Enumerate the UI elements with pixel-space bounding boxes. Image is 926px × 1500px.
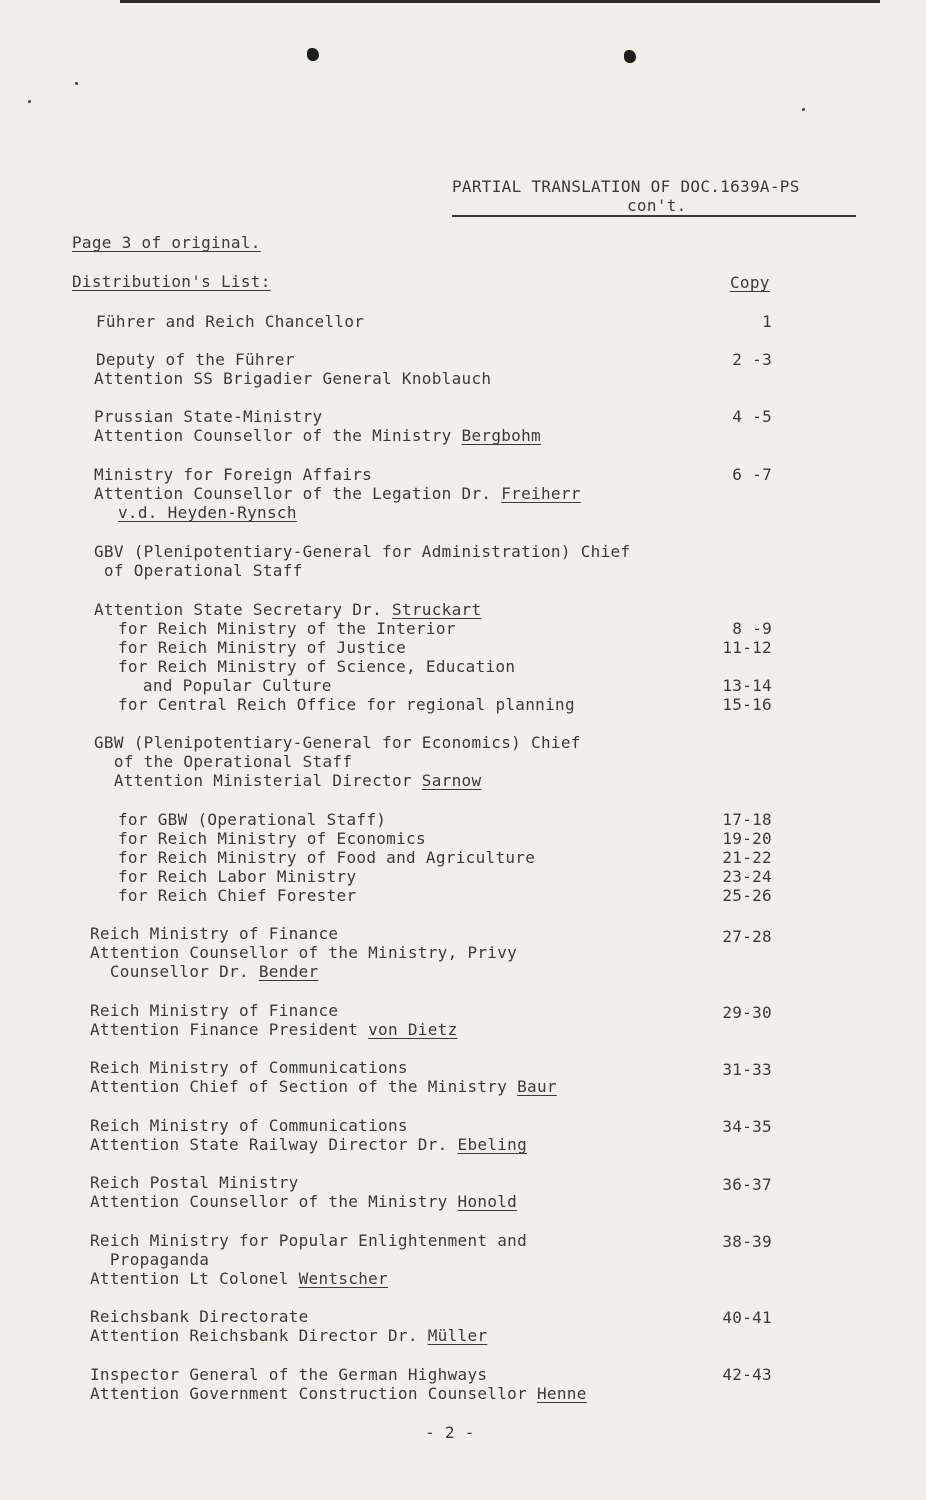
copy-number: 40-41 bbox=[722, 1308, 772, 1327]
copy-number: 13-14 bbox=[722, 676, 772, 695]
entry-line: for Reich Ministry of Justice bbox=[118, 638, 407, 657]
speck-mark bbox=[802, 108, 805, 111]
entry-line: Attention Ministerial Director Sarnow bbox=[94, 771, 482, 790]
punch-hole-right-icon bbox=[624, 50, 636, 63]
entry-line: Attention Counsellor of the Ministry Bergbohm bbox=[94, 426, 541, 445]
entry-line: for Reich Ministry of the Interior bbox=[118, 619, 456, 638]
attention-name: v.d. Heyden-Rynsch bbox=[118, 503, 297, 522]
entry-line: Reich Postal Ministry bbox=[90, 1173, 299, 1192]
entry-line: Prussian State-Ministry bbox=[94, 407, 323, 426]
entry-line: GBW (Plenipotentiary-General for Economics) Chief bbox=[94, 733, 581, 752]
entry-line: of Operational Staff bbox=[94, 561, 303, 580]
attention-name: von Dietz bbox=[368, 1020, 458, 1039]
speck-mark bbox=[28, 100, 31, 103]
entry-line: Attention Counsellor of the Legation Dr. Freiherr bbox=[94, 484, 581, 503]
entry-line: for Reich Labor Ministry bbox=[118, 867, 357, 886]
header-title: PARTIAL TRANSLATION OF DOC.1639A-PS bbox=[452, 177, 800, 196]
entry-line: Reich Ministry of Finance bbox=[90, 924, 339, 943]
entry-line: Deputy of the Führer bbox=[96, 350, 295, 369]
entry-line: for Reich Ministry of Economics bbox=[118, 829, 426, 848]
entry-line: for Reich Ministry of Food and Agriculture bbox=[118, 848, 536, 867]
entry-line: for Reich Ministry of Science, Education bbox=[118, 657, 516, 676]
distribution-list-heading: Distribution's List: bbox=[72, 272, 271, 291]
attention-name: Bergbohm bbox=[461, 426, 541, 445]
entry-line: and Popular Culture bbox=[133, 676, 332, 695]
entry-line: Führer and Reich Chancellor bbox=[96, 312, 365, 331]
copy-number: 38-39 bbox=[722, 1232, 772, 1251]
copy-number: 6 -7 bbox=[732, 465, 772, 484]
entry-line: for Reich Chief Forester bbox=[118, 886, 357, 905]
header-underline bbox=[452, 215, 856, 217]
attention-name: Freiherr bbox=[501, 484, 581, 503]
top-edge-line bbox=[120, 0, 880, 3]
entry-line: Reich Ministry of Finance bbox=[90, 1001, 339, 1020]
entry-line: Attention Lt Colonel Wentscher bbox=[90, 1269, 388, 1288]
page-reference: Page 3 of original. bbox=[72, 233, 261, 252]
copy-number: 2 -3 bbox=[732, 350, 772, 369]
copy-number: 1 bbox=[762, 312, 772, 331]
attention-name: Müller bbox=[427, 1326, 488, 1345]
entry-line: Attention Reichsbank Director Dr. Müller bbox=[90, 1326, 488, 1345]
copy-number: 15-16 bbox=[722, 695, 772, 714]
copy-number: 25-26 bbox=[722, 886, 772, 905]
copy-number: 4 -5 bbox=[732, 407, 772, 426]
attention-name: Henne bbox=[536, 1384, 587, 1403]
entry-line: Propaganda bbox=[90, 1250, 210, 1269]
attention-name: Ebeling bbox=[457, 1135, 528, 1154]
entry-line: Inspector General of the German Highways bbox=[90, 1365, 488, 1384]
speck-mark bbox=[75, 82, 78, 85]
entry-line: Reichsbank Directorate bbox=[90, 1307, 309, 1326]
entry-line: Reich Ministry for Popular Enlightenment and bbox=[90, 1231, 528, 1250]
punch-hole-left-icon bbox=[307, 48, 319, 61]
entry-line: Attention Chief of Section of the Ministry Baur bbox=[90, 1077, 557, 1096]
entry-line: for GBW (Operational Staff) bbox=[118, 810, 387, 829]
copy-number: 36-37 bbox=[722, 1175, 772, 1194]
copy-number: 42-43 bbox=[722, 1365, 772, 1384]
entry-line: Attention State Secretary Dr. Struckart bbox=[94, 600, 482, 619]
attention-name: Wentscher bbox=[298, 1269, 388, 1288]
entry-line: for Central Reich Office for regional planning bbox=[118, 695, 575, 714]
entry-line: of the Operational Staff bbox=[94, 752, 353, 771]
copy-number: 8 -9 bbox=[732, 619, 772, 638]
copy-number: 17-18 bbox=[722, 810, 772, 829]
header-subtitle: con't. bbox=[627, 196, 687, 215]
entry-line: Attention Finance President von Dietz bbox=[90, 1020, 458, 1039]
copy-number: 29-30 bbox=[722, 1003, 772, 1022]
copy-number: 11-12 bbox=[722, 638, 772, 657]
attention-name: Bender bbox=[258, 962, 319, 981]
entry-line: Ministry for Foreign Affairs bbox=[94, 465, 373, 484]
entry-line: Attention Government Construction Counsellor Henne bbox=[90, 1384, 587, 1403]
copy-number: 34-35 bbox=[722, 1117, 772, 1136]
copy-number: 23-24 bbox=[722, 867, 772, 886]
entry-line: Counsellor Dr. Bender bbox=[90, 962, 319, 981]
entry-line: Reich Ministry of Communications bbox=[90, 1058, 408, 1077]
copy-number: 19-20 bbox=[722, 829, 772, 848]
copy-number: 21-22 bbox=[722, 848, 772, 867]
entry-line: Attention State Railway Director Dr. Ebeling bbox=[90, 1135, 528, 1154]
copy-number: 27-28 bbox=[722, 927, 772, 946]
copy-number: 31-33 bbox=[722, 1060, 772, 1079]
copy-column-heading: Copy bbox=[730, 273, 770, 292]
entry-line: Attention Counsellor of the Ministry, Privy bbox=[90, 943, 518, 962]
entry-line: GBV (Plenipotentiary-General for Administration) Chief bbox=[94, 542, 631, 561]
page-number: - 2 - bbox=[425, 1423, 475, 1442]
entry-line: Reich Ministry of Communications bbox=[90, 1116, 408, 1135]
entry-line: Attention Counsellor of the Ministry Honold bbox=[90, 1192, 518, 1211]
attention-name: Baur bbox=[517, 1077, 557, 1096]
entry-line: Attention SS Brigadier General Knoblauch bbox=[94, 369, 492, 388]
attention-name: Honold bbox=[457, 1192, 518, 1211]
attention-name: Sarnow bbox=[421, 771, 482, 790]
attention-name: Struckart bbox=[391, 600, 482, 619]
